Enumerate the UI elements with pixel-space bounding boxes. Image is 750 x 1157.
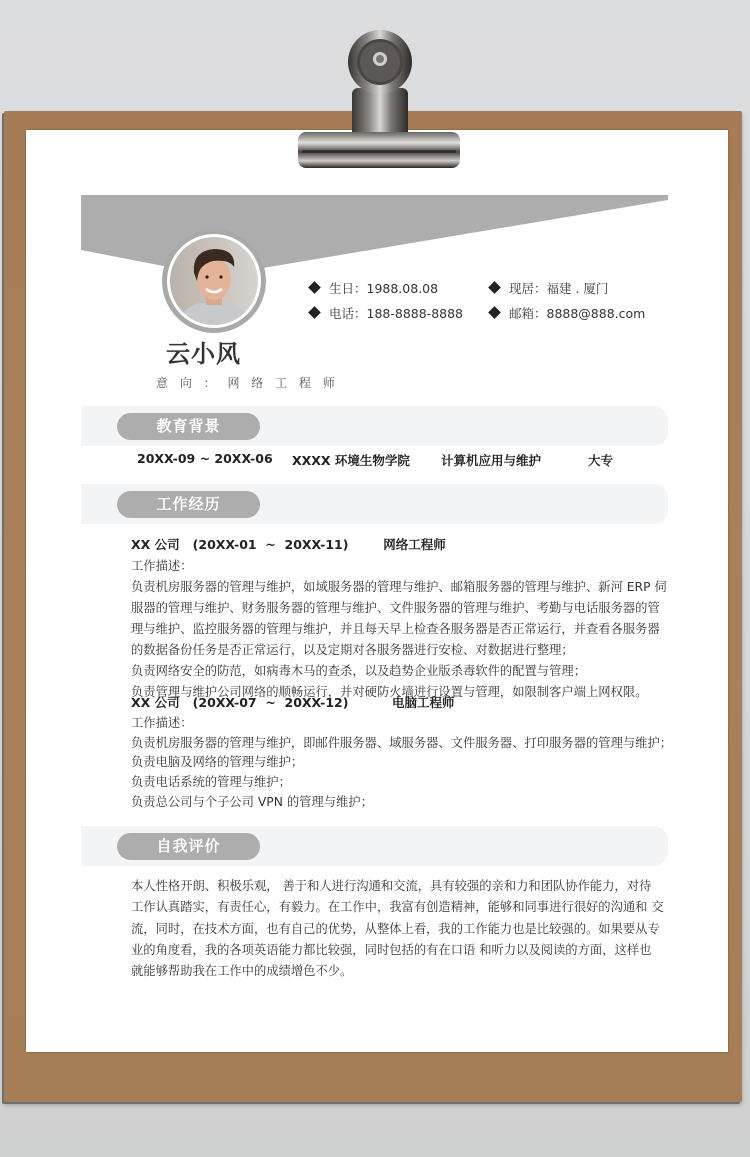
education-degree: 大专 [588,453,614,468]
job-1-line: 负责机房服务器的管理与维护，如域服务器的管理与维护、邮箱服务器的管理与维护、新河 ERP 伺 [131,580,667,594]
job-1-line: 负责网络安全的防范，如病毒木马的查杀，以及趋势企业版杀毒软件的配置与管理； [131,664,586,678]
candidate-name: 云小风 [166,340,241,368]
info-email: 邮箱：8888@888.com [490,304,645,322]
job-1-line: 的数据备份任务是否正常运行，以及定期对各服务器进行安检、对数据进行整理； [131,643,574,657]
info-birthday: 生日：1988.08.08 [310,279,438,297]
education-period: 20XX-09 ~ 20XX-06 [137,451,273,466]
job-1-header: XX 公司 (20XX-01 ~ 20XX-11) 网络工程师 [131,537,446,552]
binder-clip-icon [296,26,462,172]
diamond-bullet-icon [308,306,321,319]
job-2-line: 负责电脑及网络的管理与维护； [131,755,304,769]
section-work-header [81,484,668,524]
job-2-line: 负责总公司与个子公司 VPN 的管理与维护； [131,795,373,809]
job-2-line: 负责电话系统的管理与维护； [131,775,291,789]
self-eval-text: 本人性格开朗、积极乐观， 善于和人进行沟通和交流，具有较强的亲和力和团队协作能力，对待 工作认真踏实，有责任心，有毅力。在工作中，我富有创造精神，能够和同事进行很好的沟通和 交 流，同时，在技术方面，也有自己的优势，从整体上看，我的工作能力也是比较强的。如果要从专 业的角度看，我的各项英语能力都比较强，同时包括的有在口语 和听力以及阅读的方面，这样也 就能够帮助我在工作中的成绩增色不少。 [131,879,664,979]
info-residence: 现居：福建 . 厦门 [490,279,608,297]
section-self-eval-header [81,826,668,866]
job-1-line: 服器的管理与维护、财务服务器的管理与维护、文件服务器的管理与维护、考勤与电话服务器的管 [131,601,660,615]
section-title: 工作经历 [117,491,260,518]
profile-photo [170,237,258,325]
job-1-line: 负责管理与维护公司网络的顺畅运行，并对硬防火墙进行设置与管理，如限制客户端上网权限。 [131,685,648,699]
education-school: XXXX 环境生物学院 [292,453,410,468]
job-2-line: 负责机房服务器的管理与维护，即邮件服务器、域服务器、文件服务器、打印服务器的管理与维护； [131,736,673,750]
diamond-bullet-icon [488,281,501,294]
diamond-bullet-icon [488,306,501,319]
avatar [162,229,266,333]
info-phone: 电话：188-8888-8888 [310,304,463,322]
job-intent: 意 向 ： 网 络 工 程 师 [156,376,339,390]
section-education-header [81,406,668,446]
job-1-line: 理与维护、监控服务器的管理与维护，并且每天早上检查各服务器是否正常运行，并查看各服务器 [131,622,660,636]
job-1-desc-label: 工作描述： [131,559,193,573]
job-2-desc-label: 工作描述： [131,716,193,730]
diamond-bullet-icon [308,281,321,294]
job-2-header: XX 公司 (20XX-07 ~ 20XX-12) 电脑工程师 [131,695,455,710]
education-major: 计算机应用与维护 [441,453,542,468]
section-title: 自我评价 [117,833,260,860]
section-title: 教育背景 [117,413,260,440]
